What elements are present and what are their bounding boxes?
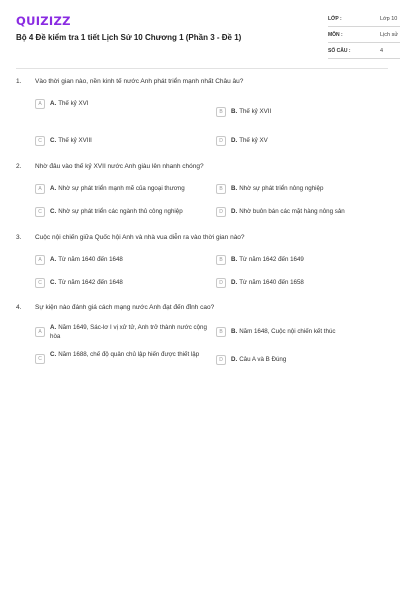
q1-option-b[interactable] <box>216 108 386 117</box>
q4-option-c[interactable] <box>35 351 210 364</box>
option-marker: C <box>35 136 45 146</box>
option-text: Thế kỷ XVIII <box>58 137 92 144</box>
option-text: Từ năm 1642 đến 1649 <box>239 256 304 263</box>
option-letter: B. <box>231 256 238 263</box>
option-text: Nhờ sự phát triển mạnh mẽ của ngoại thương <box>58 185 185 192</box>
meta-subject-label: MÔN : <box>328 32 343 38</box>
option-marker: B <box>216 327 226 337</box>
meta-count-value: 4 <box>380 48 384 54</box>
option-marker: B <box>216 184 226 194</box>
option-text: Từ năm 1642 đến 1648 <box>58 279 123 286</box>
option-text: Nhờ sự phát triển nông nghiệp <box>239 185 324 192</box>
option-letter: B. <box>231 185 238 192</box>
question-text: Vào thời gian nào, nền kinh tế nước Anh phát triển mạnh nhất Châu âu? <box>35 78 244 85</box>
worksheet-title: Bộ 4 Đề kiểm tra 1 tiết Lịch Sử 10 Chương 1 (Phần 3 - Đề 1) <box>16 33 242 42</box>
q4-option-b[interactable] <box>216 328 386 337</box>
q1-option-c[interactable] <box>35 137 205 146</box>
option-letter: A. <box>50 185 57 192</box>
option-letter: A. <box>50 100 57 107</box>
option-text: Thế kỷ XVII <box>239 108 272 115</box>
meta-class-value: Lớp 10 <box>380 16 398 22</box>
option-letter: C. <box>50 279 57 286</box>
q2-option-c[interactable] <box>35 208 205 217</box>
meta-class-label: LỚP : <box>328 16 342 22</box>
meta-subject-value: Lịch sử <box>380 32 399 38</box>
q1-option-d[interactable] <box>216 137 386 146</box>
q4-option-d[interactable] <box>216 356 386 365</box>
option-marker: B <box>216 255 226 265</box>
option-letter: C. <box>50 351 57 358</box>
option-text: Năm 1649, Sác-lơ I vị xử tử, Anh trở thành nước cộng hòa <box>50 324 207 340</box>
q2-option-d[interactable] <box>216 208 386 217</box>
meta-count-label: SỐ CÂU : <box>328 48 351 54</box>
option-text: Từ năm 1640 đến 1658 <box>239 279 304 286</box>
option-marker: D <box>216 278 226 288</box>
option-marker: D <box>216 136 226 146</box>
option-marker: A <box>35 327 45 337</box>
option-marker: A <box>35 255 45 265</box>
option-letter: B. <box>231 108 238 115</box>
option-letter: A. <box>50 256 57 263</box>
option-text: Năm 1648, Cuộc nội chiến kết thúc <box>239 328 336 335</box>
option-text: Thế kỷ XV <box>239 137 268 144</box>
meta-row-class <box>328 14 400 27</box>
option-letter: C. <box>50 208 57 215</box>
q3-option-b[interactable] <box>216 256 386 265</box>
question-number: 1. <box>16 78 22 85</box>
q3-option-d[interactable] <box>216 279 386 288</box>
option-marker: C <box>35 354 45 364</box>
q3-option-c[interactable] <box>35 279 205 288</box>
option-letter: D. <box>231 137 238 144</box>
option-letter: C. <box>50 137 57 144</box>
quizizz-logo: QUIZIZZ <box>16 14 71 28</box>
option-text: Năm 1688, chế độ quân chủ lập hiến được thiết lập <box>58 351 200 358</box>
q3-option-a[interactable] <box>35 256 205 265</box>
option-marker: D <box>216 355 226 365</box>
meta-panel <box>328 14 400 62</box>
option-text: Thế kỷ XVI <box>58 100 89 107</box>
option-text: Từ năm 1640 đến 1648 <box>58 256 123 263</box>
option-text: Nhờ sự phát triển các ngành thủ công nghiệp <box>58 208 183 215</box>
q2-option-b[interactable] <box>216 185 386 194</box>
option-marker: B <box>216 107 226 117</box>
option-letter: D. <box>231 279 238 286</box>
option-text: Câu A và B Đúng <box>239 356 287 363</box>
question-text: Nhờ đâu vào thế kỷ XVII nước Anh giàu lên nhanh chóng? <box>35 163 204 170</box>
q4-option-a[interactable] <box>35 324 210 341</box>
option-text: Nhờ buôn bán các mặt hàng nông sản <box>239 208 345 215</box>
worksheet-header <box>16 14 399 62</box>
option-letter: D. <box>231 208 238 215</box>
q1-option-a[interactable] <box>35 100 205 109</box>
meta-row-count <box>328 46 400 59</box>
question-text: Cuộc nội chiến giữa Quốc hội Anh và nhà vua diễn ra vào thời gian nào? <box>35 234 245 241</box>
meta-row-subject <box>328 30 400 43</box>
option-marker: C <box>35 207 45 217</box>
option-letter: D. <box>231 356 238 363</box>
question-number: 4. <box>16 304 22 311</box>
option-letter: B. <box>231 328 238 335</box>
question-text: Sự kiện nào đánh giá cách mạng nước Anh đạt đến đỉnh cao? <box>35 304 215 311</box>
question-number: 3. <box>16 234 22 241</box>
option-marker: C <box>35 278 45 288</box>
option-letter: A. <box>50 324 57 331</box>
option-marker: D <box>216 207 226 217</box>
option-marker: A <box>35 184 45 194</box>
option-marker: A <box>35 99 45 109</box>
question-number: 2. <box>16 163 22 170</box>
header-divider <box>16 68 388 69</box>
q2-option-a[interactable] <box>35 185 205 194</box>
